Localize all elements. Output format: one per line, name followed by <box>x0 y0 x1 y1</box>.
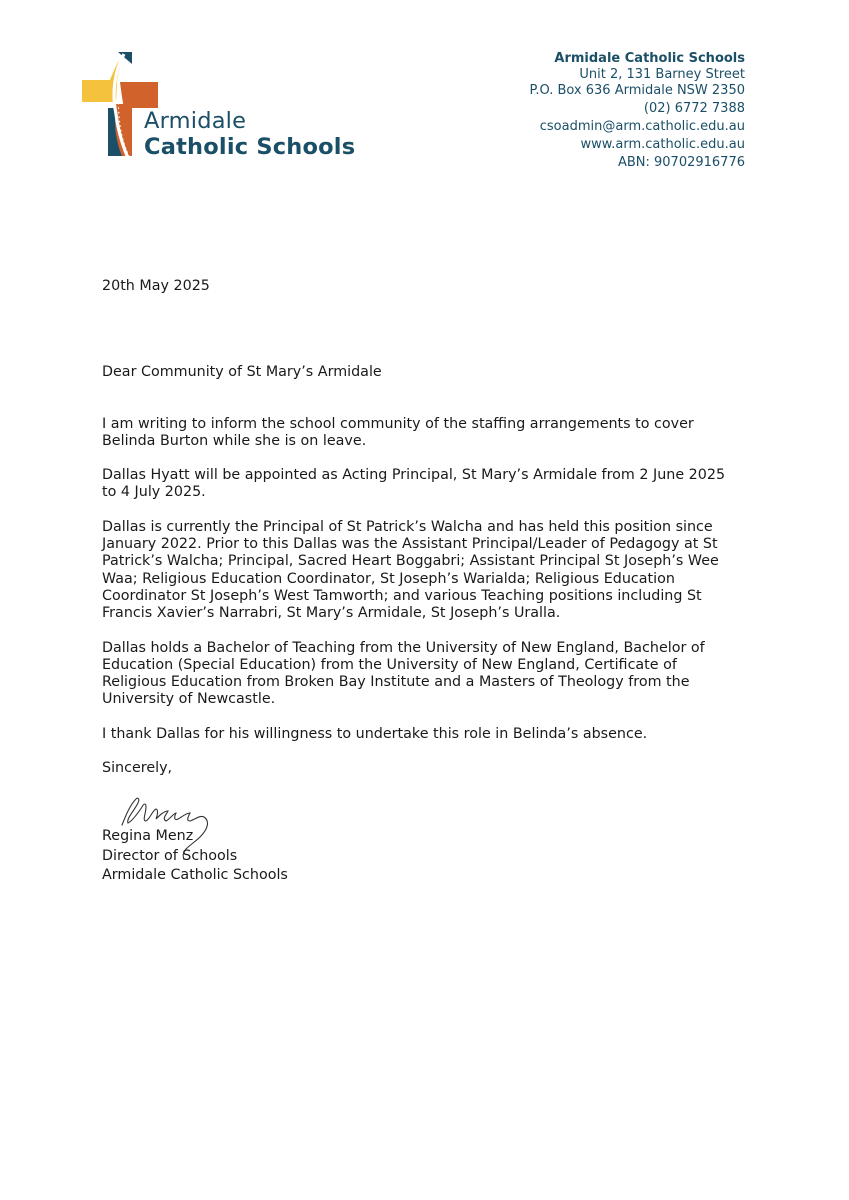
organisation-logo <box>80 52 360 162</box>
letter-paragraph: Dallas Hyatt will be appointed as Acting Principal, St Mary’s Armidale from 2 June 2025 to 4 July 2025. <box>102 467 726 501</box>
signatory-organisation: Armidale Catholic Schools <box>102 867 288 884</box>
letter-body <box>102 278 742 886</box>
letterhead-abn: ABN: 90702916776 <box>617 155 745 170</box>
letter-paragraph: Dallas holds a Bachelor of Teaching from the University of New England, Bachelor of Education (Special Education) from the University of New England, Certificate of Religious Education from Broken Bay Institute and a Masters of Theology from the University of Newcastle. <box>102 639 705 708</box>
letter-paragraph: Dallas is currently the Principal of St Patrick’s Walcha and has held this position since January 2022. Prior to this Dallas was the Assistant Principal/Leader of Pedagogy at St Patrick’s Walcha; Principal, Sacred Heart Boggabri; Assistant Principal St Joseph’s Wee Waa; Religious Education Coordinator, St Joseph’s Warialda; Religious Education Coordinator St Joseph’s West Tamworth; and various Teaching positions including St Francis Xavier’s Narrabri, St Mary’s Armidale, St Joseph’s Uralla. <box>102 518 719 622</box>
letterhead-email: csoadmin@arm.catholic.edu.au <box>539 119 745 134</box>
letterhead-po-box: P.O. Box 636 Armidale NSW 2350 <box>529 83 745 98</box>
letterhead-address <box>530 51 745 171</box>
logo-wordmark-line1: Armidale <box>144 108 247 134</box>
letterhead-website: www.arm.catholic.edu.au <box>580 137 745 152</box>
letterhead-phone: (02) 6772 7388 <box>643 101 745 116</box>
letter-paragraph: I am writing to inform the school community of the staffing arrangements to cover Belinda Burton while she is on leave. <box>102 415 694 449</box>
signatory-block <box>102 827 742 886</box>
letter-closing: Sincerely, <box>102 760 173 777</box>
letter-paragraph: I thank Dallas for his willingness to undertake this role in Belinda’s absence. <box>102 725 648 742</box>
logo-wordmark <box>144 110 355 159</box>
letterhead-org-name: Armidale Catholic Schools <box>554 51 745 66</box>
logo-wordmark-line2: Catholic Schools <box>144 133 356 160</box>
letterhead-street: Unit 2, 131 Barney Street <box>579 67 745 82</box>
signatory-name: Regina Menz <box>102 828 194 845</box>
letter-date: 20th May 2025 <box>102 278 210 294</box>
signatory-title: Director of Schools <box>102 847 238 864</box>
letter-salutation: Dear Community of St Mary’s Armidale <box>102 364 382 381</box>
